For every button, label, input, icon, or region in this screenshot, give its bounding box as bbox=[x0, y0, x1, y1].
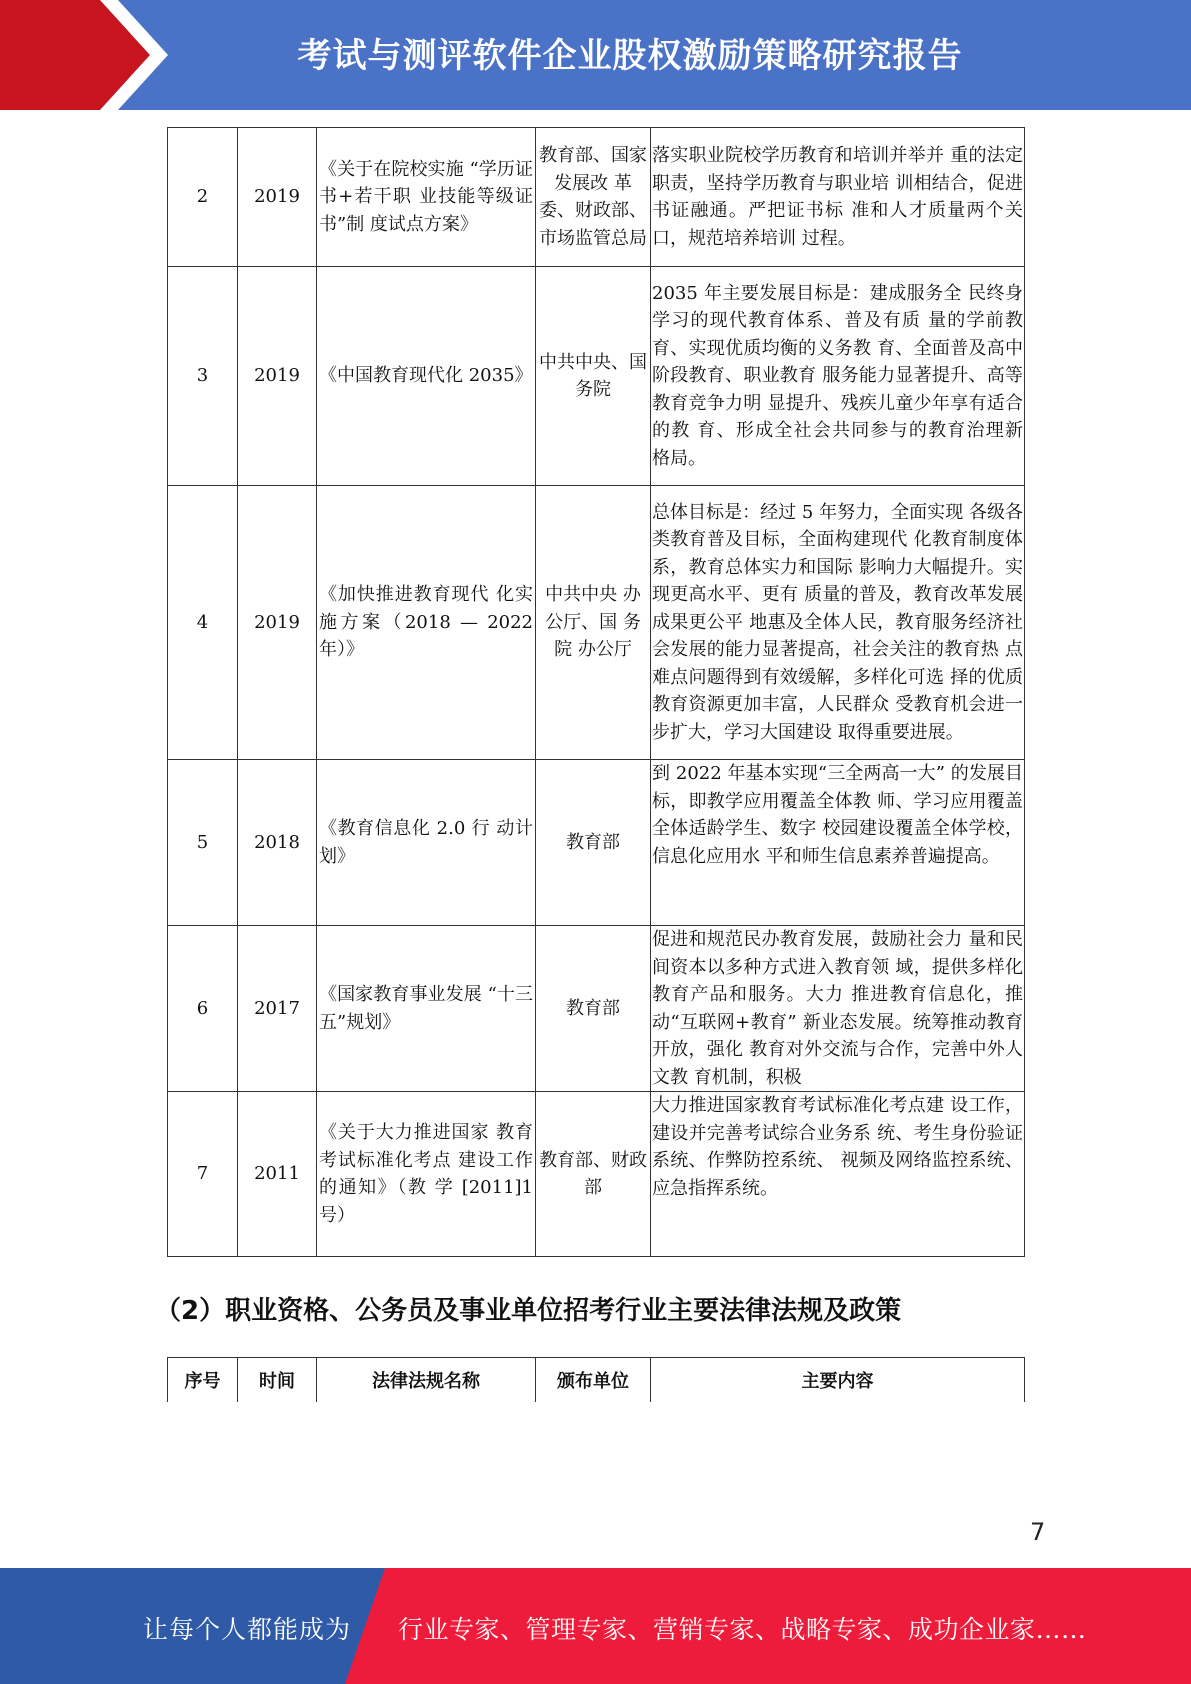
row-content: 总体目标是：经过 5 年努力，全面实现 各级各类教育普及目标，全面构建现代 化教育制度体系，教育总体实力和国际 影响力大幅提升。实现更高水平、更有 质量的普及，教育改革发展成果更公平 地惠及全体人民，教育服务经济社会发展的能力显著提高，社会关注的教育热 点难点问题得到有效缓解，多样化可选 择的优质教育资源更加丰富，人民群众 受教育机会进一步扩大，学习大国建设 取得重要进展。 bbox=[651, 486, 1025, 760]
row-title: 《关于大力推进国家 教育考试标准化考点 建设工作的通知》（教 学 [2011]1 号） bbox=[317, 1092, 536, 1257]
row-unit: 中共中央、国务院 bbox=[536, 267, 651, 486]
row-year: 2019 bbox=[238, 128, 317, 267]
row-title: 《关于在院校实施 “学历证书+若干职 业技能等级证书”制 度试点方案》 bbox=[317, 128, 536, 267]
report-title: 考试与测评软件企业股权激励策略研究报告 bbox=[297, 36, 963, 76]
table-row bbox=[168, 1092, 1025, 1257]
column-header-issuer: 颁布单位 bbox=[536, 1358, 651, 1402]
row-content: 促进和规范民办教育发展，鼓励社会力 量和民间资本以多种方式进入教育领 域，提供多样化教育产品和服务。大力 推进教育信息化，推动“互联网+教育” 新业态发展。统筹推动教育开放，强化 教育对外交流与合作，完善中外人文教 育机制，积极 bbox=[651, 926, 1025, 1092]
table-row bbox=[168, 926, 1025, 1092]
page-number: 7 bbox=[1030, 1518, 1046, 1546]
row-year: 2011 bbox=[238, 1092, 317, 1257]
page-header bbox=[0, 0, 1191, 110]
row-year: 2018 bbox=[238, 760, 317, 926]
footer-slogan-right: 行业专家、管理专家、营销专家、战略专家、成功企业家…… bbox=[398, 1615, 1087, 1644]
page-footer bbox=[0, 1568, 1191, 1684]
row-number: 2 bbox=[168, 128, 238, 267]
footer-slogan-left: 让每个人都能成为 bbox=[143, 1615, 352, 1644]
row-unit: 教育部 bbox=[536, 760, 651, 926]
column-header-content: 主要内容 bbox=[651, 1358, 1025, 1402]
table-row bbox=[168, 486, 1025, 760]
table-row bbox=[168, 760, 1025, 926]
row-year: 2017 bbox=[238, 926, 317, 1092]
column-header-law-name: 法律法规名称 bbox=[317, 1358, 536, 1402]
row-content: 到 2022 年基本实现“三全两高一大” 的发展目标，即教学应用覆盖全体教 师、学习应用覆盖全体适龄学生、数字 校园建设覆盖全体学校，信息化应用水 平和师生信息素养普遍提高。 bbox=[651, 760, 1025, 926]
row-number: 5 bbox=[168, 760, 238, 926]
column-header-time: 时间 bbox=[238, 1358, 317, 1402]
row-content: 落实职业院校学历教育和培训并举并 重的法定职责，坚持学历教育与职业培 训相结合，促进书证融通。严把证书标 准和人才质量两个关口，规范培养培训 过程。 bbox=[651, 128, 1025, 267]
row-content: 2035 年主要发展目标是：建成服务全 民终身学习的现代教育体系、普及有质 量的学前教育、实现优质均衡的义务教 育、全面普及高中阶段教育、职业教育 服务能力显著提升、高等教育竞争力明 显提升、残疾儿童少年享有适合的教 育、形成全社会共同参与的教育治理新 格局。 bbox=[651, 267, 1025, 486]
table-row bbox=[168, 128, 1025, 267]
row-number: 6 bbox=[168, 926, 238, 1092]
row-number: 7 bbox=[168, 1092, 238, 1257]
row-unit: 教育部、财政部 bbox=[536, 1092, 651, 1257]
row-title: 《教育信息化 2.0 行 动计划》 bbox=[317, 760, 536, 926]
row-content: 大力推进国家教育考试标准化考点建 设工作，建设并完善考试综合业务系 统、考生身份验证系统、作弊防控系统、 视频及网络监控系统、应急指挥系统。 bbox=[651, 1092, 1025, 1257]
table-header-row bbox=[168, 1358, 1025, 1402]
section-heading: （2）职业资格、公务员及事业单位招考行业主要法律法规及政策 bbox=[155, 1296, 902, 1326]
row-title: 《国家教育事业发展 “十三五”规划》 bbox=[317, 926, 536, 1092]
row-title: 《中国教育现代化 2035》 bbox=[317, 267, 536, 486]
policy-table bbox=[167, 127, 1025, 1257]
row-number: 3 bbox=[168, 267, 238, 486]
row-title: 《加快推进教育现代 化实施方案（2018 — 2022 年）》 bbox=[317, 486, 536, 760]
row-number: 4 bbox=[168, 486, 238, 760]
row-unit: 教育部 bbox=[536, 926, 651, 1092]
row-unit: 中共中央 办公厅、国 务院 办公厅 bbox=[536, 486, 651, 760]
regulation-table bbox=[167, 1357, 1025, 1402]
table-row bbox=[168, 267, 1025, 486]
column-header-number: 序号 bbox=[168, 1358, 238, 1402]
row-unit: 教育部、国家发展改 革委、财政部、市场监管总局 bbox=[536, 128, 651, 267]
row-year: 2019 bbox=[238, 267, 317, 486]
row-year: 2019 bbox=[238, 486, 317, 760]
